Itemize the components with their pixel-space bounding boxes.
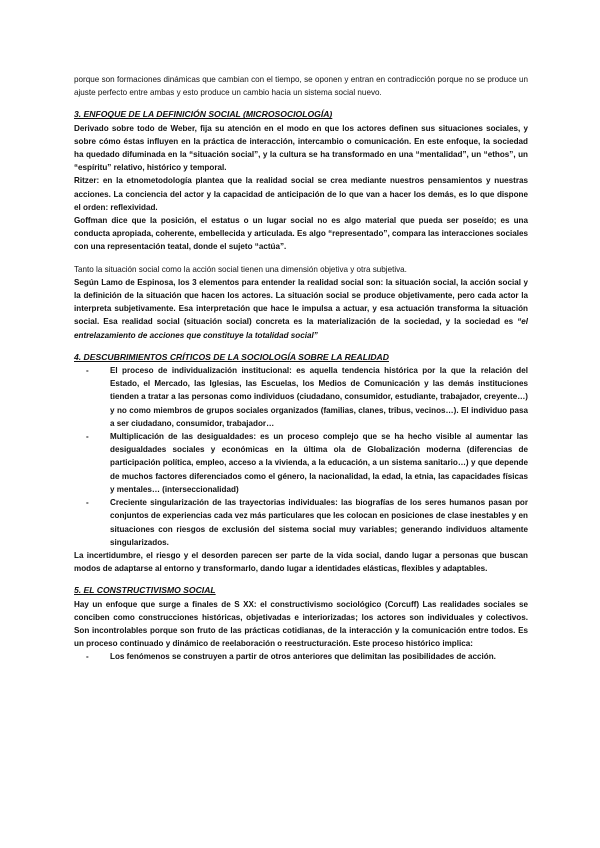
section-4-list [74, 364, 528, 549]
lamo-paragraph [74, 276, 528, 342]
document-body [74, 73, 528, 664]
list-item: - Multiplicación de las desigualdades: es un proceso complejo que se ha hecho visible al aumentar las desigualdades sociales y económicas en la última ola de Globalización moderna (diferencias de participación política, empleo, acceso a la vivienda, a la educación, a un sistema sanitario…) y que depende de muchos factores diferenciados como el género, la nacionalidad, la edad, la etnia, las capacidades físicas y mentales… (interseccionalidad) [110, 430, 528, 496]
list-item: - Creciente singularización de las trayectorias individuales: las biografías de los seres humanos pasan por conjuntos de experiencias cada vez más particulares que les colocan en posiciones de clase inestables y en situaciones con riesgos de exclusión del sistema social muy variables; generando individuos altamente singularizados. [110, 496, 528, 549]
section-4-closing: La incertidumbre, el riesgo y el desorden parecen ser parte de la vida social, dando lugar a personas que buscan modos de adaptarse al entorno y transformarlo, dando lugar a identidades elásticas, flexibles y adaptables. [74, 550, 528, 574]
intro-paragraph: porque son formaciones dinámicas que cambian con el tiempo, se oponen y entran en contradicción porque no se produce un ajuste perfecto entre ambas y esto produce un cambio hacia un sistema social nuevo. [74, 75, 528, 98]
ritzer-paragraph: Ritzer: en la etnometodología plantea que la realidad social se crea mediante nuestros pensamientos y nuestras acciones. La conciencia del actor y la capacidad de anticipación de lo que van a hacer los demás, es lo que dispone el orden: reflexividad. [74, 176, 528, 212]
goffman-paragraph: Goffman dice que la posición, el estatus o un lugar social no es algo material que pueda ser poseído; es una conducta apropiada, coherente, embellecida y articulada. Es algo “representado”, compara las interacciones sociales con una representación teatal, donde el sujeto “actúa”. [74, 216, 528, 252]
weber-paragraph: Derivado sobre todo de Weber, fija su atención en el modo en que los actores definen sus situaciones sociales, y sobre cómo éstas influyen en la práctica de interacción, intercambio o comunicación. En este enfoque, la sociedad ha quedado difuminada en la “situación social”, y la cultura se ha transformado en una “mentalidad”, un “ethos”, un “espíritu” relativo, histórico y temporal. [74, 123, 528, 173]
section-3-heading: 3. ENFOQUE DE LA DEFINICIÓN SOCIAL (MICROSOCIOLOGÍA) [74, 109, 333, 120]
lamo-emphasis: “el entrelazamiento de acciones que constituye la totalidad social” [74, 317, 528, 340]
lamo-text: Según Lamo de Espinosa, los 3 elementos para entender la realidad social son: la situación social, la acción social y la definición de la situación que hacen los actores. La situación social se produce objetivamente, pero cada actor la interpreta subjetivamente. Esa interpretación que hace le impulsa a actuar, y esa actuación transforma la situación social. Esa realidad social (situación social) concreta es la materialización de la sociedad, y la sociedad es [74, 277, 528, 327]
section-5-list [74, 650, 528, 663]
section-5-body: Hay un enfoque que surge a finales de S XX: el constructivismo sociológico (Corcuff) Las realidades sociales se conciben como construcciones históricas, objetivadas e interiorizadas; los actores son individuales y colectivos. Son incontrolables porque son fruto de las prácticas cotidianas, de la interacción y la comunicación entre todos. Es un proceso continuado y dinámico de reelaboración o reestructuración. Este proceso histórico implica: [74, 599, 528, 649]
list-item: - Los fenómenos se construyen a partir de otros anteriores que delimitan las posibilidades de acción. [110, 650, 528, 663]
section-4-heading: 4. DESCUBRIMIENTOS CRÍTICOS DE LA SOCIOLOGÍA SOBRE LA REALIDAD [74, 351, 389, 362]
list-item: - El proceso de individualización institucional: es aquella tendencia histórica por la que la relación del Estado, el Mercado, las Iglesias, las Escuelas, los Medios de Comunicación y las demás instituciones tienden a tratar a las personas como individuos (ciudadano, consumidor, estudiante, trabajador, creyente…) y no como miembros de grupos sociales organizados (familias, clanes, tribus, vecinos…). El individuo pasa a ser ciudadano, consumidor, trabajador… [110, 364, 528, 430]
section-5-heading: 5. EL CONSTRUCTIVISMO SOCIAL [74, 585, 216, 596]
tanto-paragraph: Tanto la situación social como la acción social tienen una dimensión objetiva y otra subjetiva. [74, 264, 407, 274]
